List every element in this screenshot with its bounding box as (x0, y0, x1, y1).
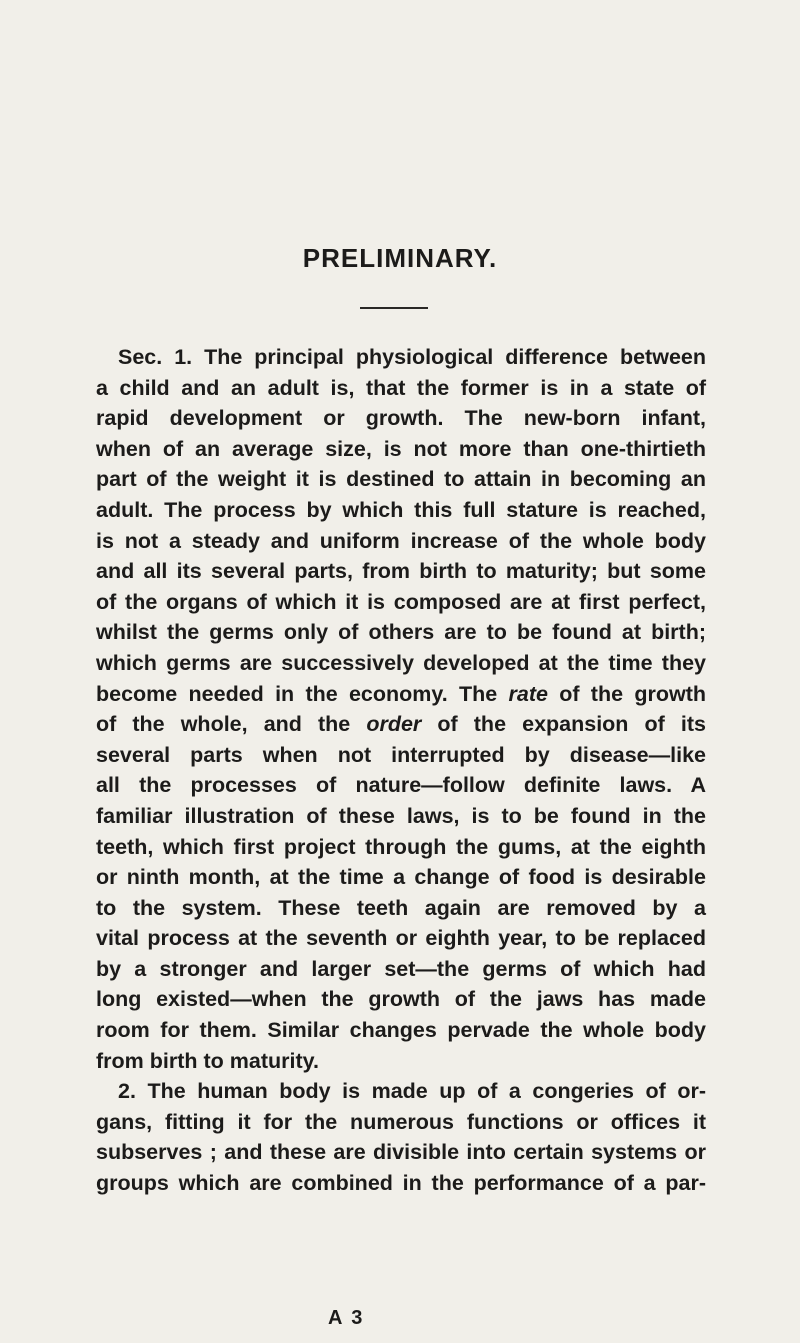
text-line: of the organs of which it is composed are at first perfect, (96, 589, 706, 614)
text-line: long existed—when the growth of the jaws has made (96, 987, 706, 1012)
text-line: all the processes of nature—follow definite laws. A (96, 773, 706, 798)
text-line: teeth, which first project through the gums, at the eighth (96, 834, 706, 859)
text-line: which germs are successively developed at the time they (96, 650, 706, 675)
signature-mark: A 3 (328, 1307, 365, 1329)
text-line: familiar illustration of these laws, is to be found in the (96, 803, 706, 828)
text-line: several parts when not interrupted by disease—like (96, 742, 706, 767)
text-line: or ninth month, at the time a change of food is desirable (96, 865, 706, 890)
text-line: rapid development or growth. The new-born infant, (96, 406, 706, 431)
text-line: of the whole, and the order of the expansion of its (96, 712, 706, 737)
heading-rule (360, 307, 428, 309)
page-heading: PRELIMINARY. (302, 243, 498, 273)
text-line: a child and an adult is, that the former is in a state of (96, 375, 706, 400)
text-line: and all its several parts, from birth to maturity; but some (96, 559, 706, 584)
text-line: part of the weight it is destined to attain in becoming an (96, 467, 706, 492)
text-line: from birth to maturity. (96, 1048, 319, 1073)
text-line: room for them. Similar changes pervade the whole body (96, 1018, 706, 1043)
text-line: gans, fitting it for the numerous functions or offices it (96, 1109, 706, 1134)
text-line: Sec. 1. The principal physiological difference between (118, 345, 706, 369)
body-text (96, 342, 706, 1199)
text-line: whilst the germs only of others are to be found at birth; (96, 620, 706, 645)
text-line: to the system. These teeth again are removed by a (96, 895, 706, 920)
text-line: groups which are combined in the performance of a par- (96, 1171, 706, 1196)
text-line: 2. The human body is made up of a congeries of or- (118, 1079, 706, 1104)
text-line: when of an average size, is not more than one-thirtieth (96, 436, 706, 461)
text-line: by a stronger and larger set—the germs of which had (96, 956, 706, 981)
text-line: adult. The process by which this full stature is reached, (96, 497, 706, 522)
text-line: become needed in the economy. The rate of the growth (96, 681, 706, 706)
text-line: vital process at the seventh or eighth year, to be replaced (96, 926, 706, 951)
text-line: is not a steady and uniform increase of the whole body (96, 528, 706, 553)
text-line: subserves ; and these are divisible into certain systems or (96, 1140, 706, 1165)
